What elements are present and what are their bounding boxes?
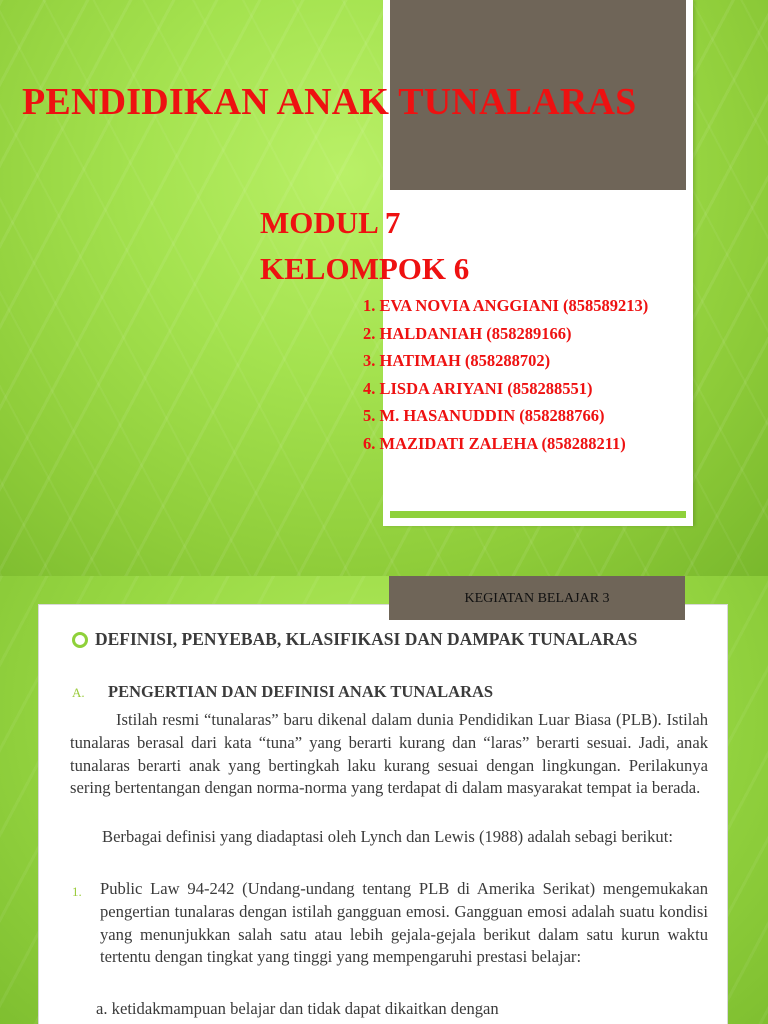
member-item: 2. HALDANIAH (858289166) bbox=[363, 323, 572, 343]
kelompok-label: KELOMPOK 6 bbox=[260, 251, 470, 286]
member-item: 3. HATIMAH (858288702) bbox=[363, 351, 551, 370]
modul-label: MODUL 7 bbox=[260, 205, 401, 240]
subsection-marker: A. bbox=[72, 685, 85, 700]
content-heading: DEFINISI, PENYEBAB, KLASIFIKASI DAN DAMPAK TUNALARAS bbox=[95, 629, 638, 649]
list-item-text: Public Law 94-242 (Undang-undang tentang PLB di Amerika Serikat) mengemukakan pengertian tunalaras dengan istilah gangguan emosi. Gangguan emosi adalah suatu kondisi yang menunjukkan salah satu atau lebih gejala-gejala berikut dalam satu kurun waktu tertentu dengan tingkat yang tinggi yang mempengaruhi prestasi belajar: bbox=[100, 879, 708, 967]
subsection-title: PENGERTIAN DAN DEFINISI ANAK TUNALARAS bbox=[108, 682, 494, 701]
paragraph-definition: Istilah resmi “tunalaras” baru dikenal dalam dunia Pendidikan Luar Biasa (PLB). Istilah tunalaras berasal dari kata “tuna” yang berarti kurang dan “laras” berarti sesuai. Jadi, anak tunalaras berarti anak yang bertingkah laku kurang sesuai dengan lingkungan. Perilakunya sering bertentangan dengan norma-norma yang terdapat di dalam masyarakat tempat ia berada. bbox=[70, 710, 708, 798]
member-item: 4. LISDA ARIYANI (858288551) bbox=[363, 378, 593, 398]
member-item: 1. EVA NOVIA ANGGIANI (858589213) bbox=[363, 296, 649, 315]
section-header-text: KEGIATAN BELAJAR 3 bbox=[464, 591, 610, 606]
paragraph-intro: Berbagai definisi yang diadaptasi oleh Lynch dan Lewis (1988) adalah sebagi berikut: bbox=[102, 827, 673, 846]
section-header-block bbox=[389, 576, 685, 620]
sub-list-item-text: a. ketidakmampuan belajar dan tidak dapat dikaitkan dengan bbox=[96, 999, 499, 1018]
content-slide bbox=[0, 576, 768, 1024]
member-item: 5. M. HASANUDDIN (858288766) bbox=[363, 406, 605, 425]
member-item: 6. MAZIDATI ZALEHA (858288211) bbox=[363, 433, 626, 453]
green-accent-bar bbox=[390, 511, 686, 518]
slide-title: PENDIDIKAN ANAK TUNALARAS bbox=[22, 81, 637, 123]
member-list bbox=[363, 295, 648, 460]
ring-bullet-icon bbox=[72, 632, 88, 648]
list-number-marker: 1. bbox=[72, 884, 82, 899]
